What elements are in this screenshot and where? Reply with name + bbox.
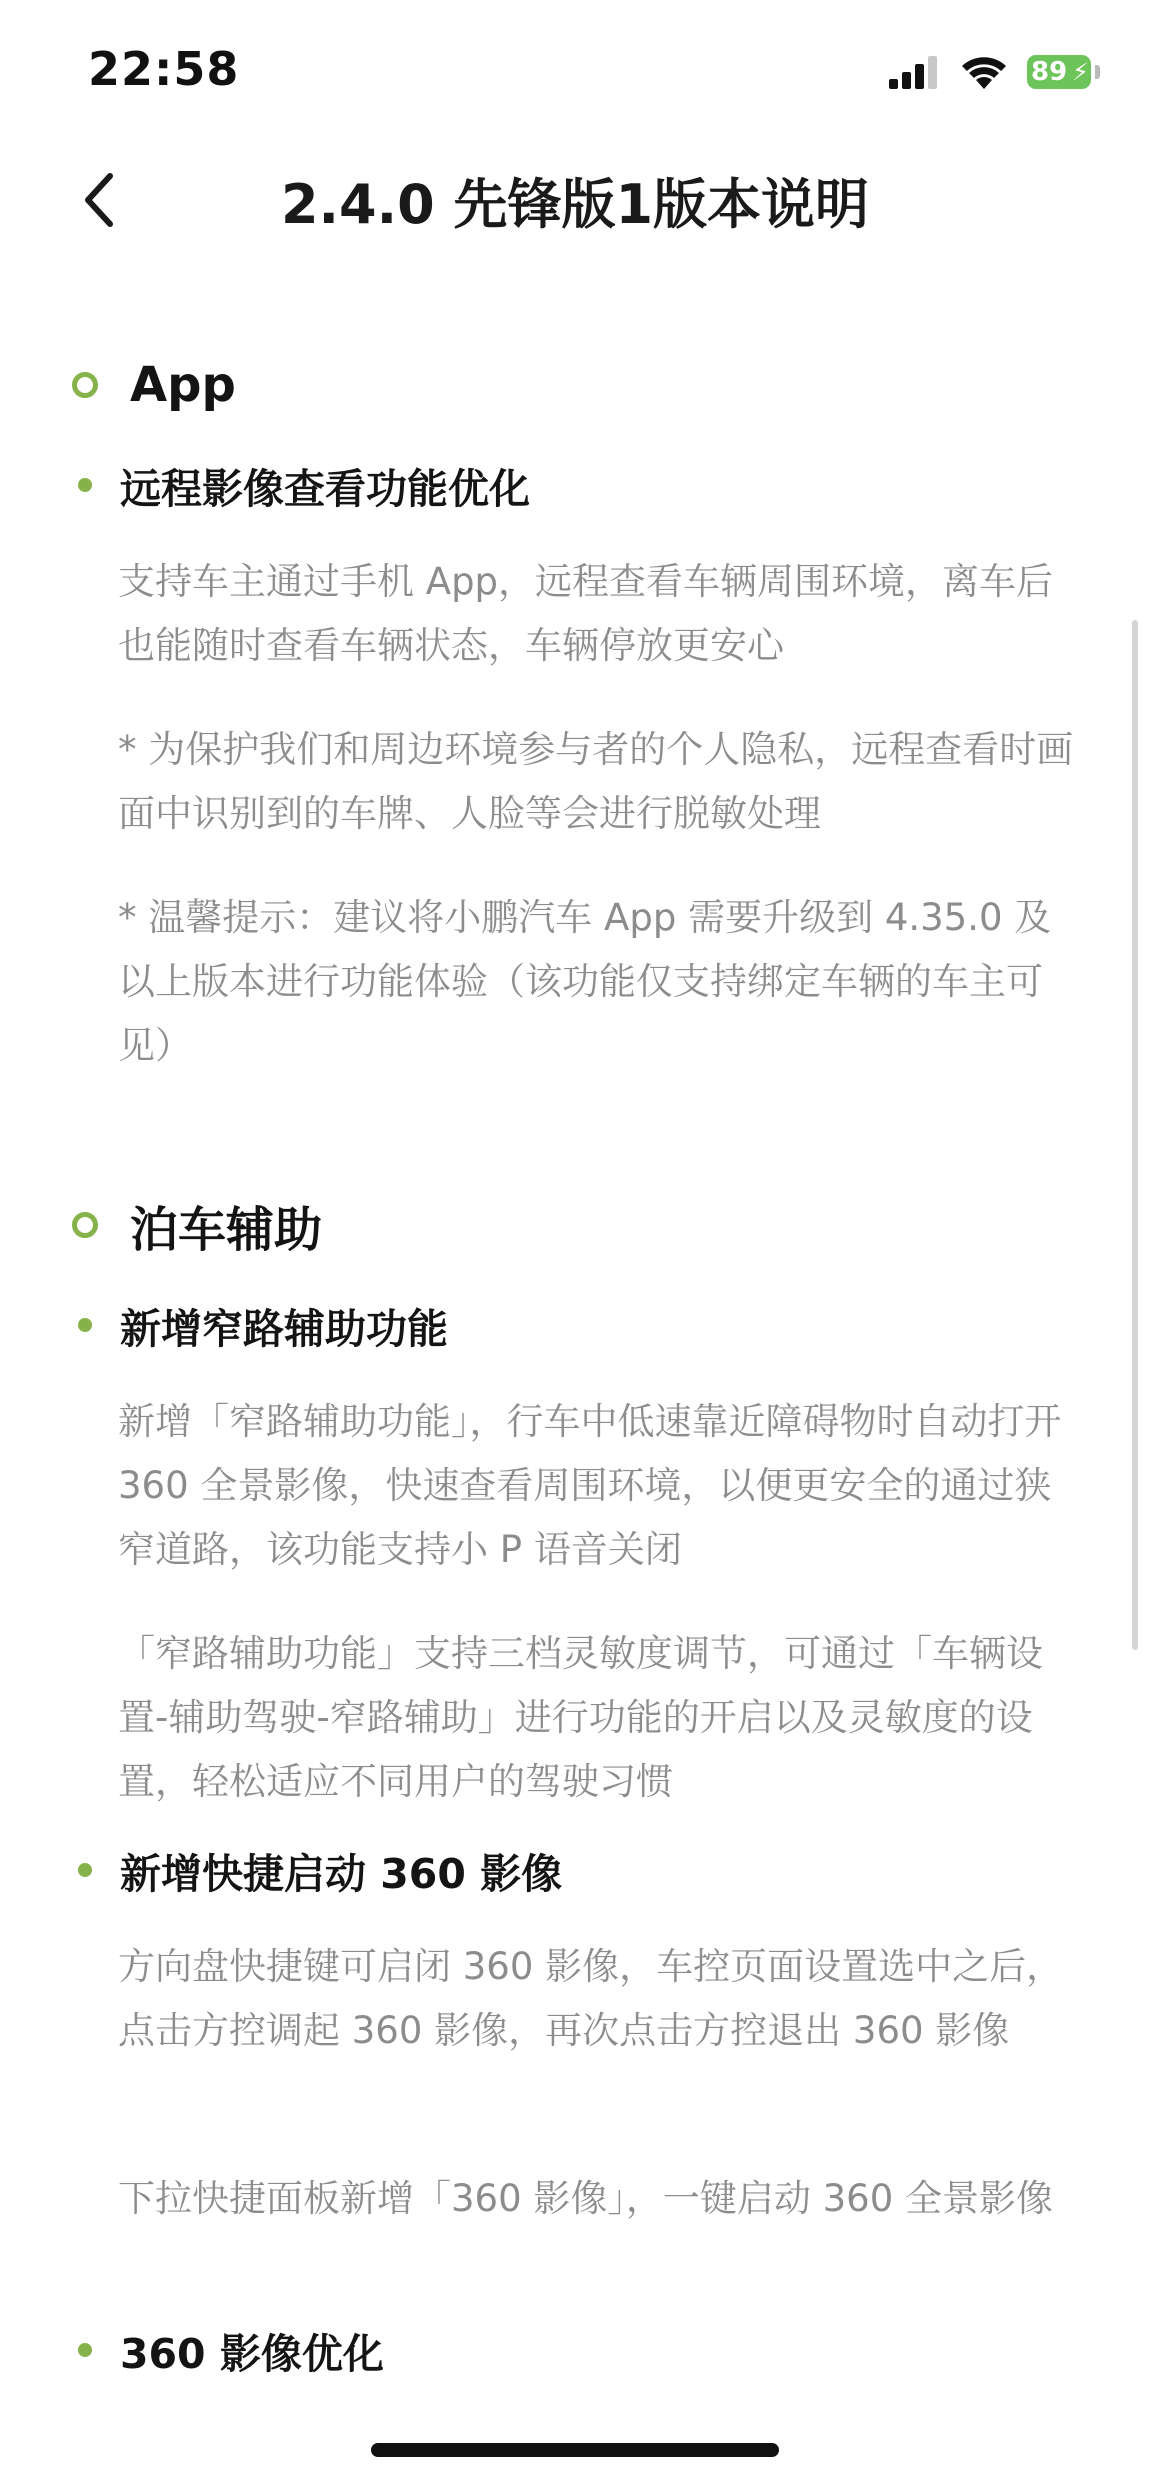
section-marker-icon (72, 372, 98, 398)
status-icons (889, 50, 1100, 94)
item-title (78, 1840, 562, 1900)
item-title (78, 1295, 448, 1355)
wifi-icon (959, 53, 1009, 91)
nav-bar (0, 140, 1150, 260)
section-title: App (130, 357, 236, 413)
item-title (78, 455, 530, 515)
item-title-text: 360 影像优化 (120, 2329, 384, 2378)
section-header (72, 350, 236, 420)
item-title-text: 远程影像查看功能优化 (120, 464, 530, 513)
paragraph: 方向盘快捷键可启闭 360 影像，车控页面设置选中之后，点击方控调起 360 影像，再次点击方控退出 360 影像 (118, 1945, 1064, 2052)
bullet-icon (78, 478, 92, 492)
section-header (72, 1190, 322, 1260)
page-title: 2.4.0 先锋版1版本说明 (280, 173, 870, 236)
bullet-icon (78, 1863, 92, 1877)
release-notes-content[interactable] (0, 260, 1150, 2378)
scrollbar[interactable] (1132, 620, 1138, 1650)
bullet-icon (78, 2343, 92, 2357)
paragraph: 支持车主通过手机 App，远程查看车辆周围环境，离车后也能随时查看车辆状态，车辆停放更安心 (118, 560, 1054, 667)
paragraph: 下拉快捷面板新增「360 影像」，一键启动 360 全景影像 (118, 2177, 1054, 2220)
section-marker-icon (72, 1212, 98, 1238)
item-title-text: 新增快捷启动 360 影像 (120, 1849, 563, 1898)
paragraph: * 为保护我们和周边环境参与者的个人隐私，远程查看时画面中识别到的车牌、人脸等会进行脱敏处理 (118, 728, 1074, 835)
battery-icon (1027, 55, 1091, 89)
battery-level: 89 (1031, 57, 1068, 87)
cellular-signal-icon (889, 55, 941, 89)
item-title (78, 2320, 384, 2380)
section-title: 泊车辅助 (130, 1201, 323, 1258)
paragraph: 新增「窄路辅助功能」，行车中低速靠近障碍物时自动打开 360 全景影像，快速查看周围环境，以便更安全的通过狭窄道路，该功能支持小 P 语音关闭 (118, 1400, 1062, 1571)
bullet-icon (78, 1318, 92, 1332)
home-indicator[interactable] (371, 2443, 779, 2457)
paragraph: 「窄路辅助功能」支持三档灵敏度调节，可通过「车辆设置-辅助驾驶-窄路辅助」进行功能的开启以及灵敏度的设置，轻松适应不同用户的驾驶习惯 (118, 1632, 1043, 1803)
paragraph: * 温馨提示：建议将小鹏汽车 App 需要升级到 4.35.0 及以上版本进行功能体验（该功能仅支持绑定车辆的车主可见） (118, 896, 1052, 1067)
status-time: 22:58 (88, 42, 240, 96)
item-title-text: 新增窄路辅助功能 (120, 1304, 448, 1353)
charging-bolt-icon: ⚡ (1072, 58, 1089, 86)
battery-cap (1095, 65, 1100, 79)
status-bar (0, 0, 1150, 140)
